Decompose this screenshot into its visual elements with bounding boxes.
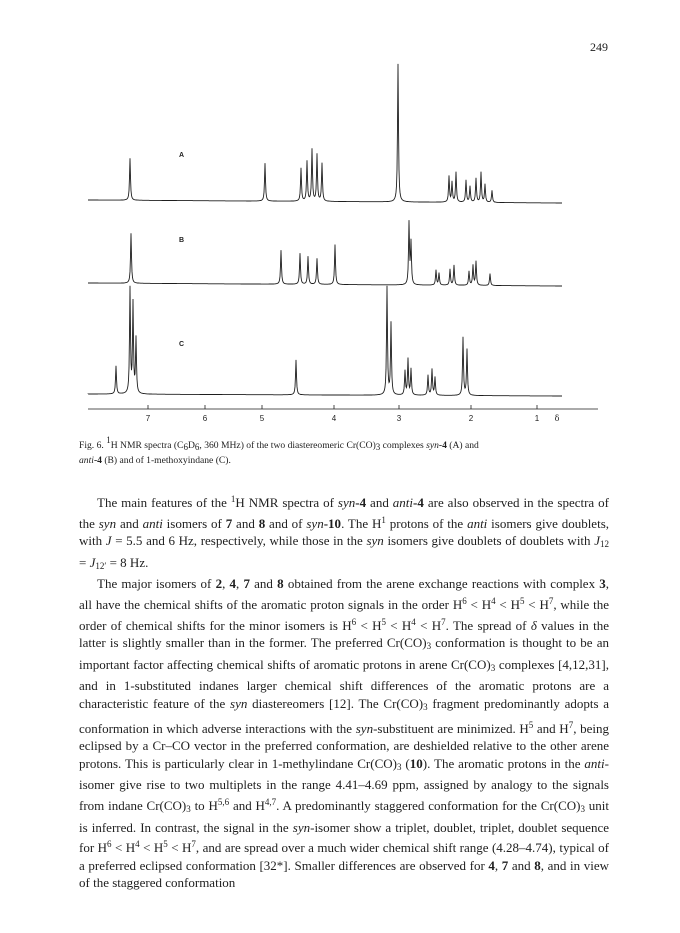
paragraph-1: The main features of the $^1$H NMR spectra of syn-4 and anti-4 are also observed in the spectra of the syn and anti isomers of 7 and 8 and of syn-10. The $H^1$ protons of the anti isomers give doublets, with J = 5.5 and 6 Hz, respectively, while those in the syn isomers give doublets of doublets with $J_{12} = J_{12'} = 8$ Hz.	[79, 494, 609, 571]
spectrum-trace-a	[88, 64, 562, 203]
tick-label-4: 4	[331, 414, 337, 423]
tick-label-2: 2	[468, 414, 474, 423]
spectrum-trace-c	[88, 286, 562, 396]
axis-unit: δ	[554, 414, 560, 423]
paragraph-2: The major isomers of 2, 4, 7 and 8 obtained from the arene exchange reactions with complex 3, all have the chemical shifts of the aromatic proton signals in the order $H^6 < H^4 < H^5 < H^7$, while the order of chemical shifts for the minor isomers is $H^6 < H^5 < H^4 < H^7$. The spread of δ values in the latter is slightly smaller than in the former. The preferred $Cr(CO)_3$ conformation is thought to be an important factor affecting chemical shifts of aromatic protons in arene $Cr(CO)_3$ complexes [4,12,31], and in 1-substituted indanes larger chemical shift differences of the aromatic protons are a characteristic feature of the syn diastereomers [12]. The $Cr(CO)_3$ fragment predominantly adopts a conformation in which adverse interactions with the syn-substituent are minimized. $H^5$ and $H^7$, being eclipsed by a Cr–CO vector in the preferred conformation, are deshielded relative to the other arene protons. This is particularly clear in 1-methylindane $Cr(CO)_3$ (10). The aromatic protons in the anti-isomer give rise to two multiplets in the range 4.41–4.69 ppm, assigned by analogy to the signals from indane $Cr(CO)_3$ to H$^{5,6}$ and H$^{4,7}$. A predominantly staggered conformation for the $Cr(CO)_3$ unit is inferred. In contrast, the signal in the syn-isomer show a triplet, doublet, triplet, doublet sequence for $H^6 < H^4 < H^5 < H^7$, and are spread over a much wider chemical shift range (4.28–4.74), typical of a preferred eclipsed conformation [32*]. Smaller differences are observed for 4, 7 and 8, and in view of the staggered conformation	[79, 576, 610, 891]
tick-label-7: 7	[145, 414, 151, 423]
page-number: 249	[590, 40, 608, 54]
body-text	[79, 491, 609, 892]
tick-label-3: 3	[396, 414, 402, 423]
tick-label-1: 1	[534, 414, 540, 423]
trace-label-a: A	[179, 152, 185, 159]
figure-caption: Fig. 6. 1H NMR spectra (C6D6, 360 MHz) of the two diastereomeric Cr(CO)3 complexes syn-4 (A) and anti-4 (B) and of 1-methoxyindane (C).	[79, 435, 479, 466]
tick-label-6: 6	[202, 414, 208, 423]
nmr-spectra-figure	[0, 0, 680, 433]
tick-label-5: 5	[259, 414, 265, 423]
trace-label-b: B	[179, 237, 185, 244]
chemical-shift-axis	[88, 405, 598, 409]
trace-label-c: C	[179, 341, 185, 348]
spectrum-traces	[88, 64, 562, 396]
spectrum-trace-b	[88, 220, 562, 286]
